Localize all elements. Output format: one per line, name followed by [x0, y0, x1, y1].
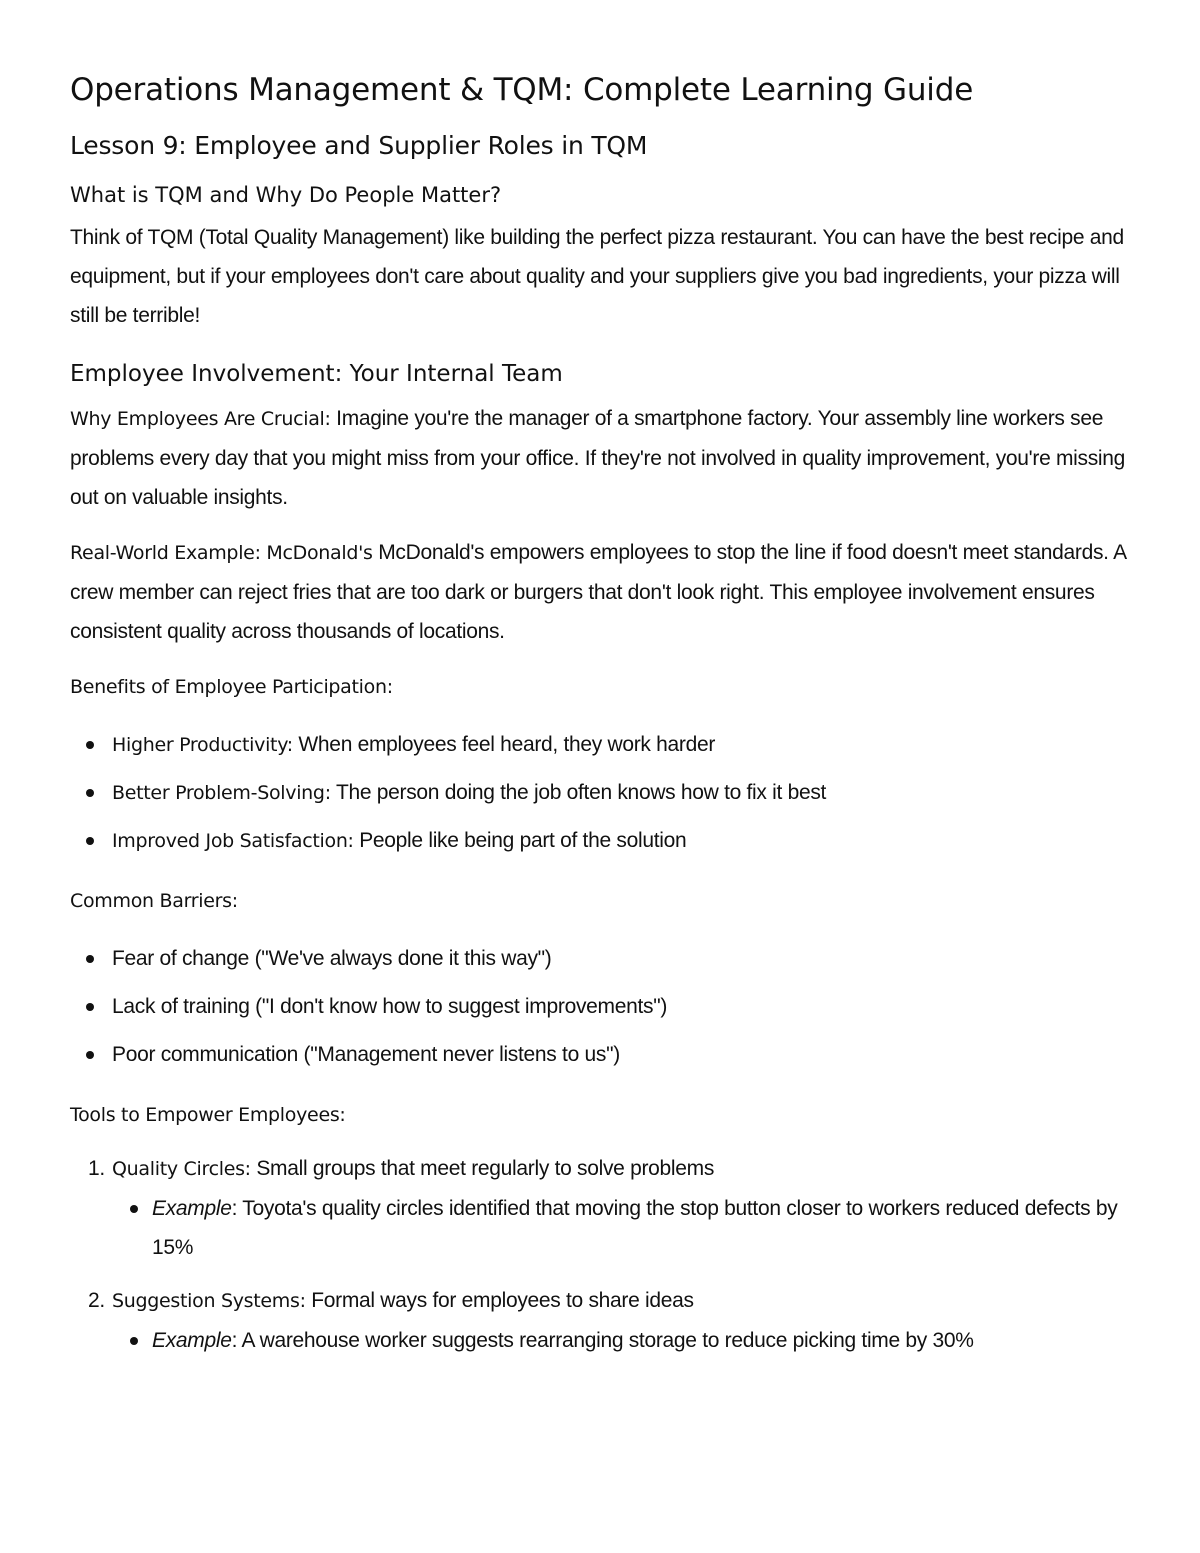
document-page — [70, 62, 1140, 1374]
bullet-icon — [86, 741, 94, 749]
list-item: Higher Productivity: When employees feel heard, they work harder — [70, 721, 1140, 769]
lesson-title: Lesson 9: Employee and Supplier Roles in TQM — [70, 131, 648, 161]
list-item: 2. Suggestion Systems: Formal ways for employees to share ideas Example: A warehouse worker suggests rearranging storage to reduce picking time by 30% — [70, 1281, 1140, 1360]
bullet-icon — [86, 955, 94, 963]
list-number: 1. — [88, 1156, 105, 1180]
why-employees-text: Imagine you're the manager of a smartphone factory. Your assembly line workers see problems every day that you might miss from your office. If they're not involved in quality improvement, you're missing out on valuable insights. — [70, 406, 1126, 509]
tool-example-list — [112, 1321, 1140, 1360]
list-item: Poor communication ("Management never listens to us") — [70, 1031, 1140, 1079]
bullet-icon — [86, 1051, 94, 1059]
list-item: Lack of training ("I don't know how to suggest improvements") — [70, 983, 1140, 1031]
bullet-icon — [86, 837, 94, 845]
example-paragraph — [70, 533, 1140, 651]
list-item: 1. Quality Circles: Small groups that meet regularly to solve problems Example: Toyota's quality circles identified that moving the stop button closer to workers reduced defects by 15% — [70, 1149, 1140, 1267]
page-title: Operations Management & TQM: Complete Learning Guide — [70, 72, 974, 108]
tool-example-list — [112, 1189, 1140, 1267]
employee-section-heading: Employee Involvement: Your Internal Team — [70, 361, 563, 388]
list-item: Improved Job Satisfaction: People like being part of the solution — [70, 817, 1140, 865]
list-number: 2. — [88, 1288, 105, 1312]
list-item: Better Problem-Solving: The person doing the job often knows how to fix it best — [70, 769, 1140, 817]
benefits-heading: Benefits of Employee Participation: — [70, 675, 393, 698]
bullet-icon — [130, 1205, 138, 1213]
why-employees-label: Why Employees Are Crucial: — [70, 407, 331, 430]
intro-paragraph: Think of TQM (Total Quality Management) like building the perfect pizza restaurant. You can have the best recipe and equipment, but if your employees don't care about quality and your suppliers give you bad ingredients, your pizza will still be terrible! — [70, 226, 1124, 328]
tools-heading: Tools to Empower Employees: — [70, 1103, 346, 1126]
why-employees-paragraph — [70, 399, 1140, 517]
example-label: Real-World Example: McDonald's — [70, 541, 373, 564]
barriers-heading: Common Barriers: — [70, 889, 238, 912]
list-item: Example: A warehouse worker suggests rearranging storage to reduce picking time by 30% — [112, 1321, 1140, 1360]
intro-heading: What is TQM and Why Do People Matter? — [70, 183, 502, 208]
list-item: Fear of change ("We've always done it this way") — [70, 935, 1140, 983]
bullet-icon — [86, 1003, 94, 1011]
benefits-list — [70, 721, 1140, 865]
bullet-icon — [86, 789, 94, 797]
example-text: McDonald's empowers employees to stop the line if food doesn't meet standards. A crew member can reject fries that are too dark or burgers that don't look right. This employee involvement ensures consistent quality across thousands of locations. — [70, 540, 1126, 643]
bullet-icon — [130, 1337, 138, 1345]
tools-list — [70, 1149, 1140, 1360]
list-item: Example: Toyota's quality circles identified that moving the stop button closer to workers reduced defects by 15% — [112, 1189, 1140, 1267]
barriers-list — [70, 935, 1140, 1079]
